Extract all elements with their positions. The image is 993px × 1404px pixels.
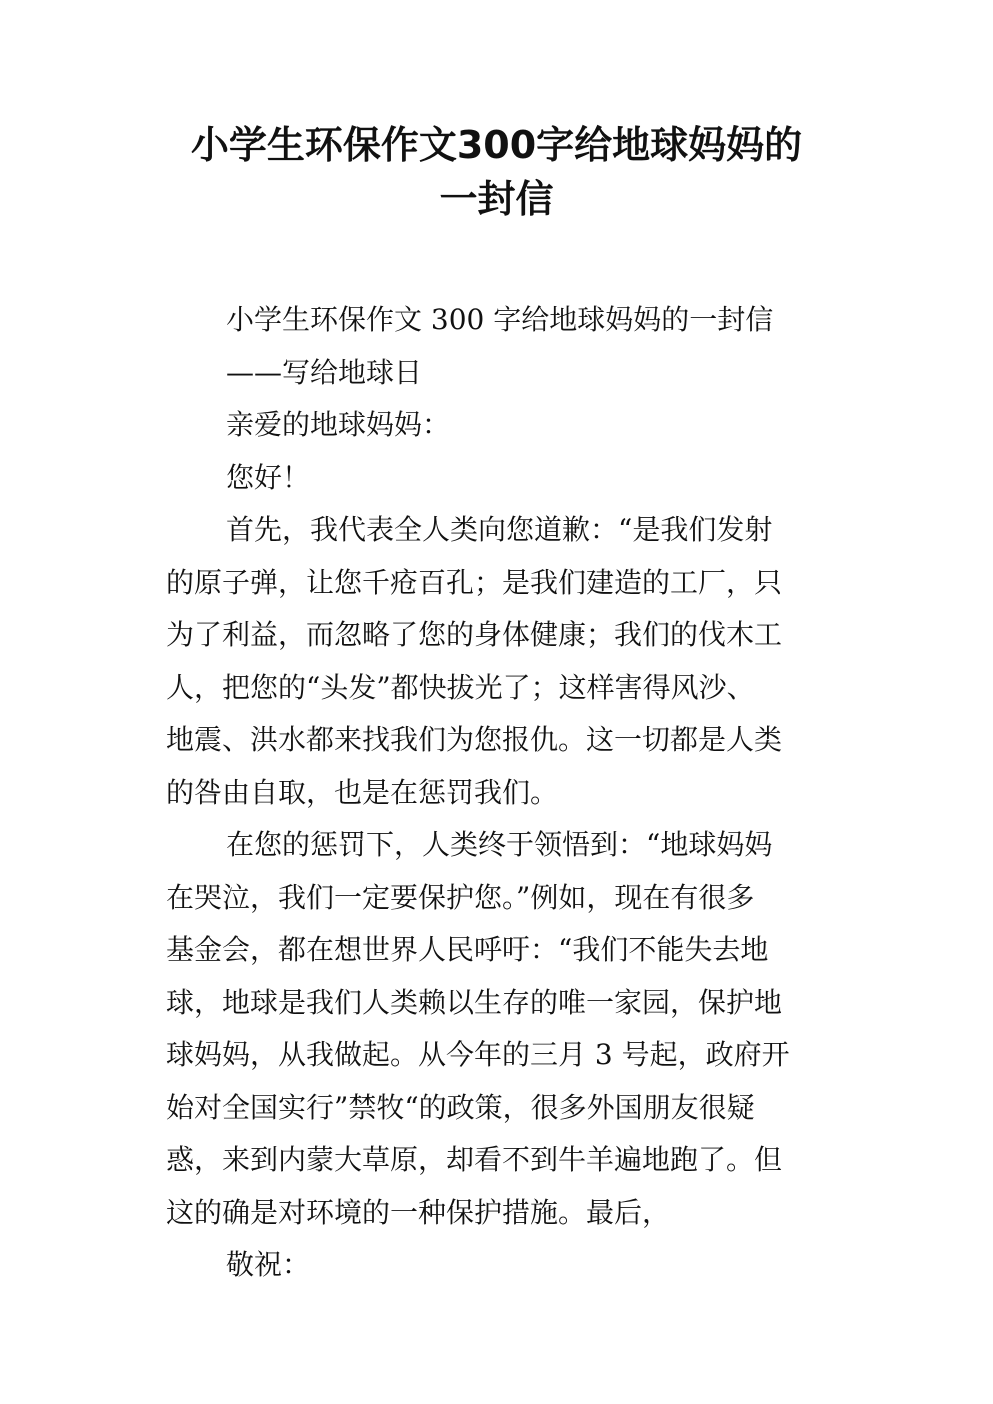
text-line: 您好！: [226, 460, 311, 494]
text-line: 的原子弹，让您千疮百孔；是我们建造的工厂，只: [166, 565, 783, 599]
text-line: 基金会，都在想世界人民呼吁：“我们不能失去地: [166, 933, 769, 966]
text-line: 在您的惩罚下，人类终于领悟到：“地球妈妈: [226, 828, 773, 861]
text-line: ——写给地球日: [226, 355, 423, 389]
document-body: [166, 294, 836, 1292]
text-line: 人，把您的“头发”都快拔光了；这样害得风沙、: [166, 670, 755, 704]
text-line: 这的确是对环境的一种保护措施。最后，: [166, 1195, 671, 1229]
document-title: [0, 118, 993, 226]
title-line: 小学生环保作文300字给地球妈妈的: [190, 123, 803, 167]
text-line: 亲爱的地球妈妈：: [226, 408, 451, 441]
text-line: 敬祝：: [226, 1248, 311, 1281]
text-line: 球妈妈，从我做起。从今年的三月 3 号起，政府开: [166, 1038, 790, 1071]
text-line: 在哭泣，我们一定要保护您。”例如，现在有很多: [166, 880, 755, 914]
title-line: 一封信: [439, 177, 554, 221]
text-line: 的咎由自取，也是在惩罚我们。: [166, 775, 559, 809]
text-line: 为了利益，而忽略了您的身体健康；我们的伐木工: [166, 618, 783, 651]
text-line: 地震、洪水都来找我们为您报仇。这一切都是人类: [166, 723, 783, 756]
text-line: 小学生环保作文 300 字给地球妈妈的一封信: [226, 303, 774, 336]
text-line: 惑，来到内蒙大草原，却看不到牛羊遍地跑了。但: [166, 1143, 783, 1176]
text-line: 首先，我代表全人类向您道歉：“是我们发射: [226, 513, 773, 546]
text-line: 球，地球是我们人类赖以生存的唯一家园，保护地: [166, 985, 783, 1019]
text-line: 始对全国实行”禁牧“的政策，很多外国朋友很疑: [166, 1090, 755, 1124]
